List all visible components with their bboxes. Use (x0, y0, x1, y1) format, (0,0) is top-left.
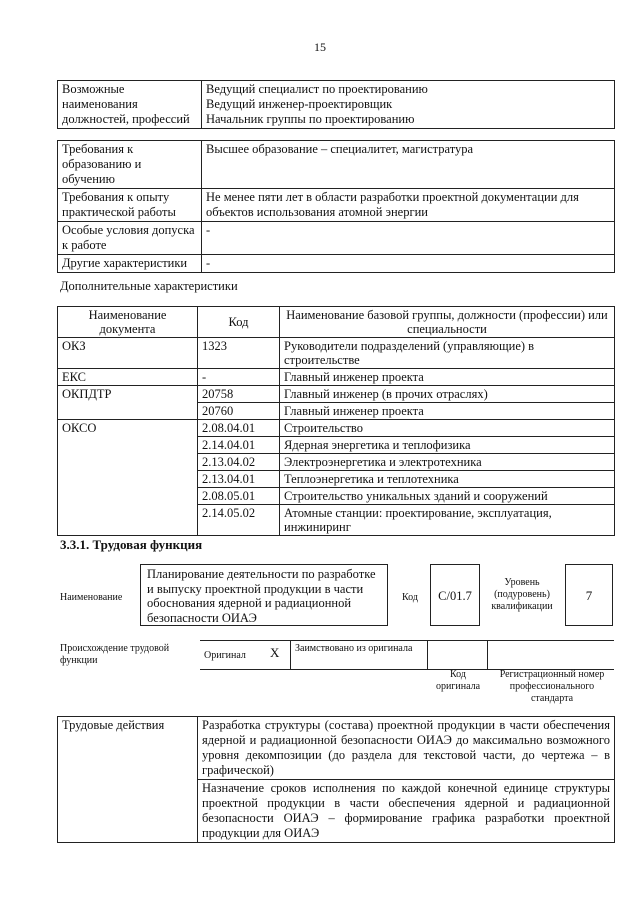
section-title: 3.3.1. Трудовая функция (60, 537, 203, 552)
code-label: Код (402, 592, 418, 603)
req-label: Другие характеристики (58, 255, 202, 273)
doc-cell: ОКПДТР (58, 386, 198, 420)
origin-code-cell (427, 641, 487, 669)
name-cell: Главный инженер проекта (280, 403, 615, 420)
table-row (58, 255, 615, 273)
origin-code-label: Код оригинала (435, 669, 481, 692)
code-cell: 1323 (198, 338, 280, 369)
table-row (58, 189, 615, 222)
origin-row (200, 640, 614, 670)
code-cell: 2.08.05.01 (198, 488, 280, 505)
table-header-row (58, 307, 615, 338)
name-label: Наименование (60, 592, 123, 603)
labor-action-item: Разработка структуры (состава) проектной продукции в части обеспечения ядерной и радиационной безопасности ОИАЭ до максимально возможного уровня декомпозиции (до раздела для текстовой части, до чертежа – в графической) (198, 717, 615, 780)
table-row (58, 717, 615, 780)
doc-cell: ОКЗ (58, 338, 198, 369)
req-value: - (202, 222, 615, 255)
table-row (58, 141, 615, 189)
original-label: Оригинал (204, 650, 246, 661)
header-name: Наименование базовой группы, должности (профессии) или специальности (280, 307, 615, 338)
reg-number-cell (487, 641, 614, 669)
labor-actions-table (57, 716, 615, 843)
positions-values (202, 81, 615, 129)
requirements-table (57, 140, 615, 273)
level-label: Уровень (подуровень) квалификации (491, 577, 553, 612)
additional-title: Дополнительные характеристики (60, 279, 238, 293)
name-cell: Руководители подразделений (управляющие) в строительстве (280, 338, 615, 369)
req-label: Требования к образованию и обучению (58, 141, 202, 189)
code-cell: 20758 (198, 386, 280, 403)
labor-actions-label: Трудовые действия (58, 717, 198, 843)
code-cell: 2.14.04.01 (198, 437, 280, 454)
code-cell: 20760 (198, 403, 280, 420)
positions-label: Возможные наименования должностей, профессий (58, 81, 202, 129)
positions-table (57, 80, 615, 129)
code-cell: - (198, 369, 280, 386)
name-cell: Строительство (280, 420, 615, 437)
name-cell: Главный инженер проекта (280, 369, 615, 386)
code-cell: 2.13.04.01 (198, 471, 280, 488)
origin-label: Происхождение трудовой функции (60, 643, 170, 666)
table-row (58, 420, 615, 437)
code-cell: 2.13.04.02 (198, 454, 280, 471)
original-mark: X (270, 645, 280, 660)
name-cell: Ядерная энергетика и теплофизика (280, 437, 615, 454)
name-cell: Атомные станции: проектирование, эксплуатация, инжиниринг (280, 505, 615, 536)
req-label: Требования к опыту практической работы (58, 189, 202, 222)
reg-number-label: Регистрационный номер профессионального стандарта (499, 669, 605, 704)
req-value: Не менее пяти лет в области разработки проектной документации для объектов использования атомной энергии (202, 189, 615, 222)
page-number: 15 (314, 40, 326, 54)
position-item: Начальник группы по проектированию (206, 112, 415, 126)
level-value: 7 (565, 564, 613, 626)
position-item: Ведущий специалист по проектированию (206, 82, 428, 96)
req-label: Особые условия допуска к работе (58, 222, 202, 255)
table-row (58, 222, 615, 255)
borrowed-label: Заимствовано из оригинала (295, 643, 413, 654)
labor-action-item: Назначение сроков исполнения по каждой конечной единице структуры проектной продукции в части обеспечения ядерной и радиационной безопасности ОИАЭ – формирование графика разработки проектной продукции для ОИАЭ (198, 780, 615, 843)
additional-table (57, 306, 615, 536)
table-row (58, 338, 615, 369)
name-cell: Главный инженер (в прочих отраслях) (280, 386, 615, 403)
req-value: - (202, 255, 615, 273)
doc-cell: ОКСО (58, 420, 198, 536)
name-cell: Теплоэнергетика и теплотехника (280, 471, 615, 488)
header-code: Код (198, 307, 280, 338)
position-item: Ведущий инженер-проектировщик (206, 97, 393, 111)
header-doc: Наименование документа (58, 307, 198, 338)
name-cell: Электроэнергетика и электротехника (280, 454, 615, 471)
name-cell: Строительство уникальных зданий и сооружений (280, 488, 615, 505)
borrowed-cell (290, 641, 427, 669)
code-cell: 2.08.04.01 (198, 420, 280, 437)
function-name: Планирование деятельности по разработке и выпуску проектной продукции в части обоснования ядерной и радиационной безопасности ОИАЭ (140, 564, 388, 626)
req-value: Высшее образование – специалитет, магистратура (202, 141, 615, 189)
original-cell (200, 641, 290, 669)
doc-cell: ЕКС (58, 369, 198, 386)
code-value: С/01.7 (430, 564, 480, 626)
table-row (58, 369, 615, 386)
table-row (58, 386, 615, 403)
code-cell: 2.14.05.02 (198, 505, 280, 536)
